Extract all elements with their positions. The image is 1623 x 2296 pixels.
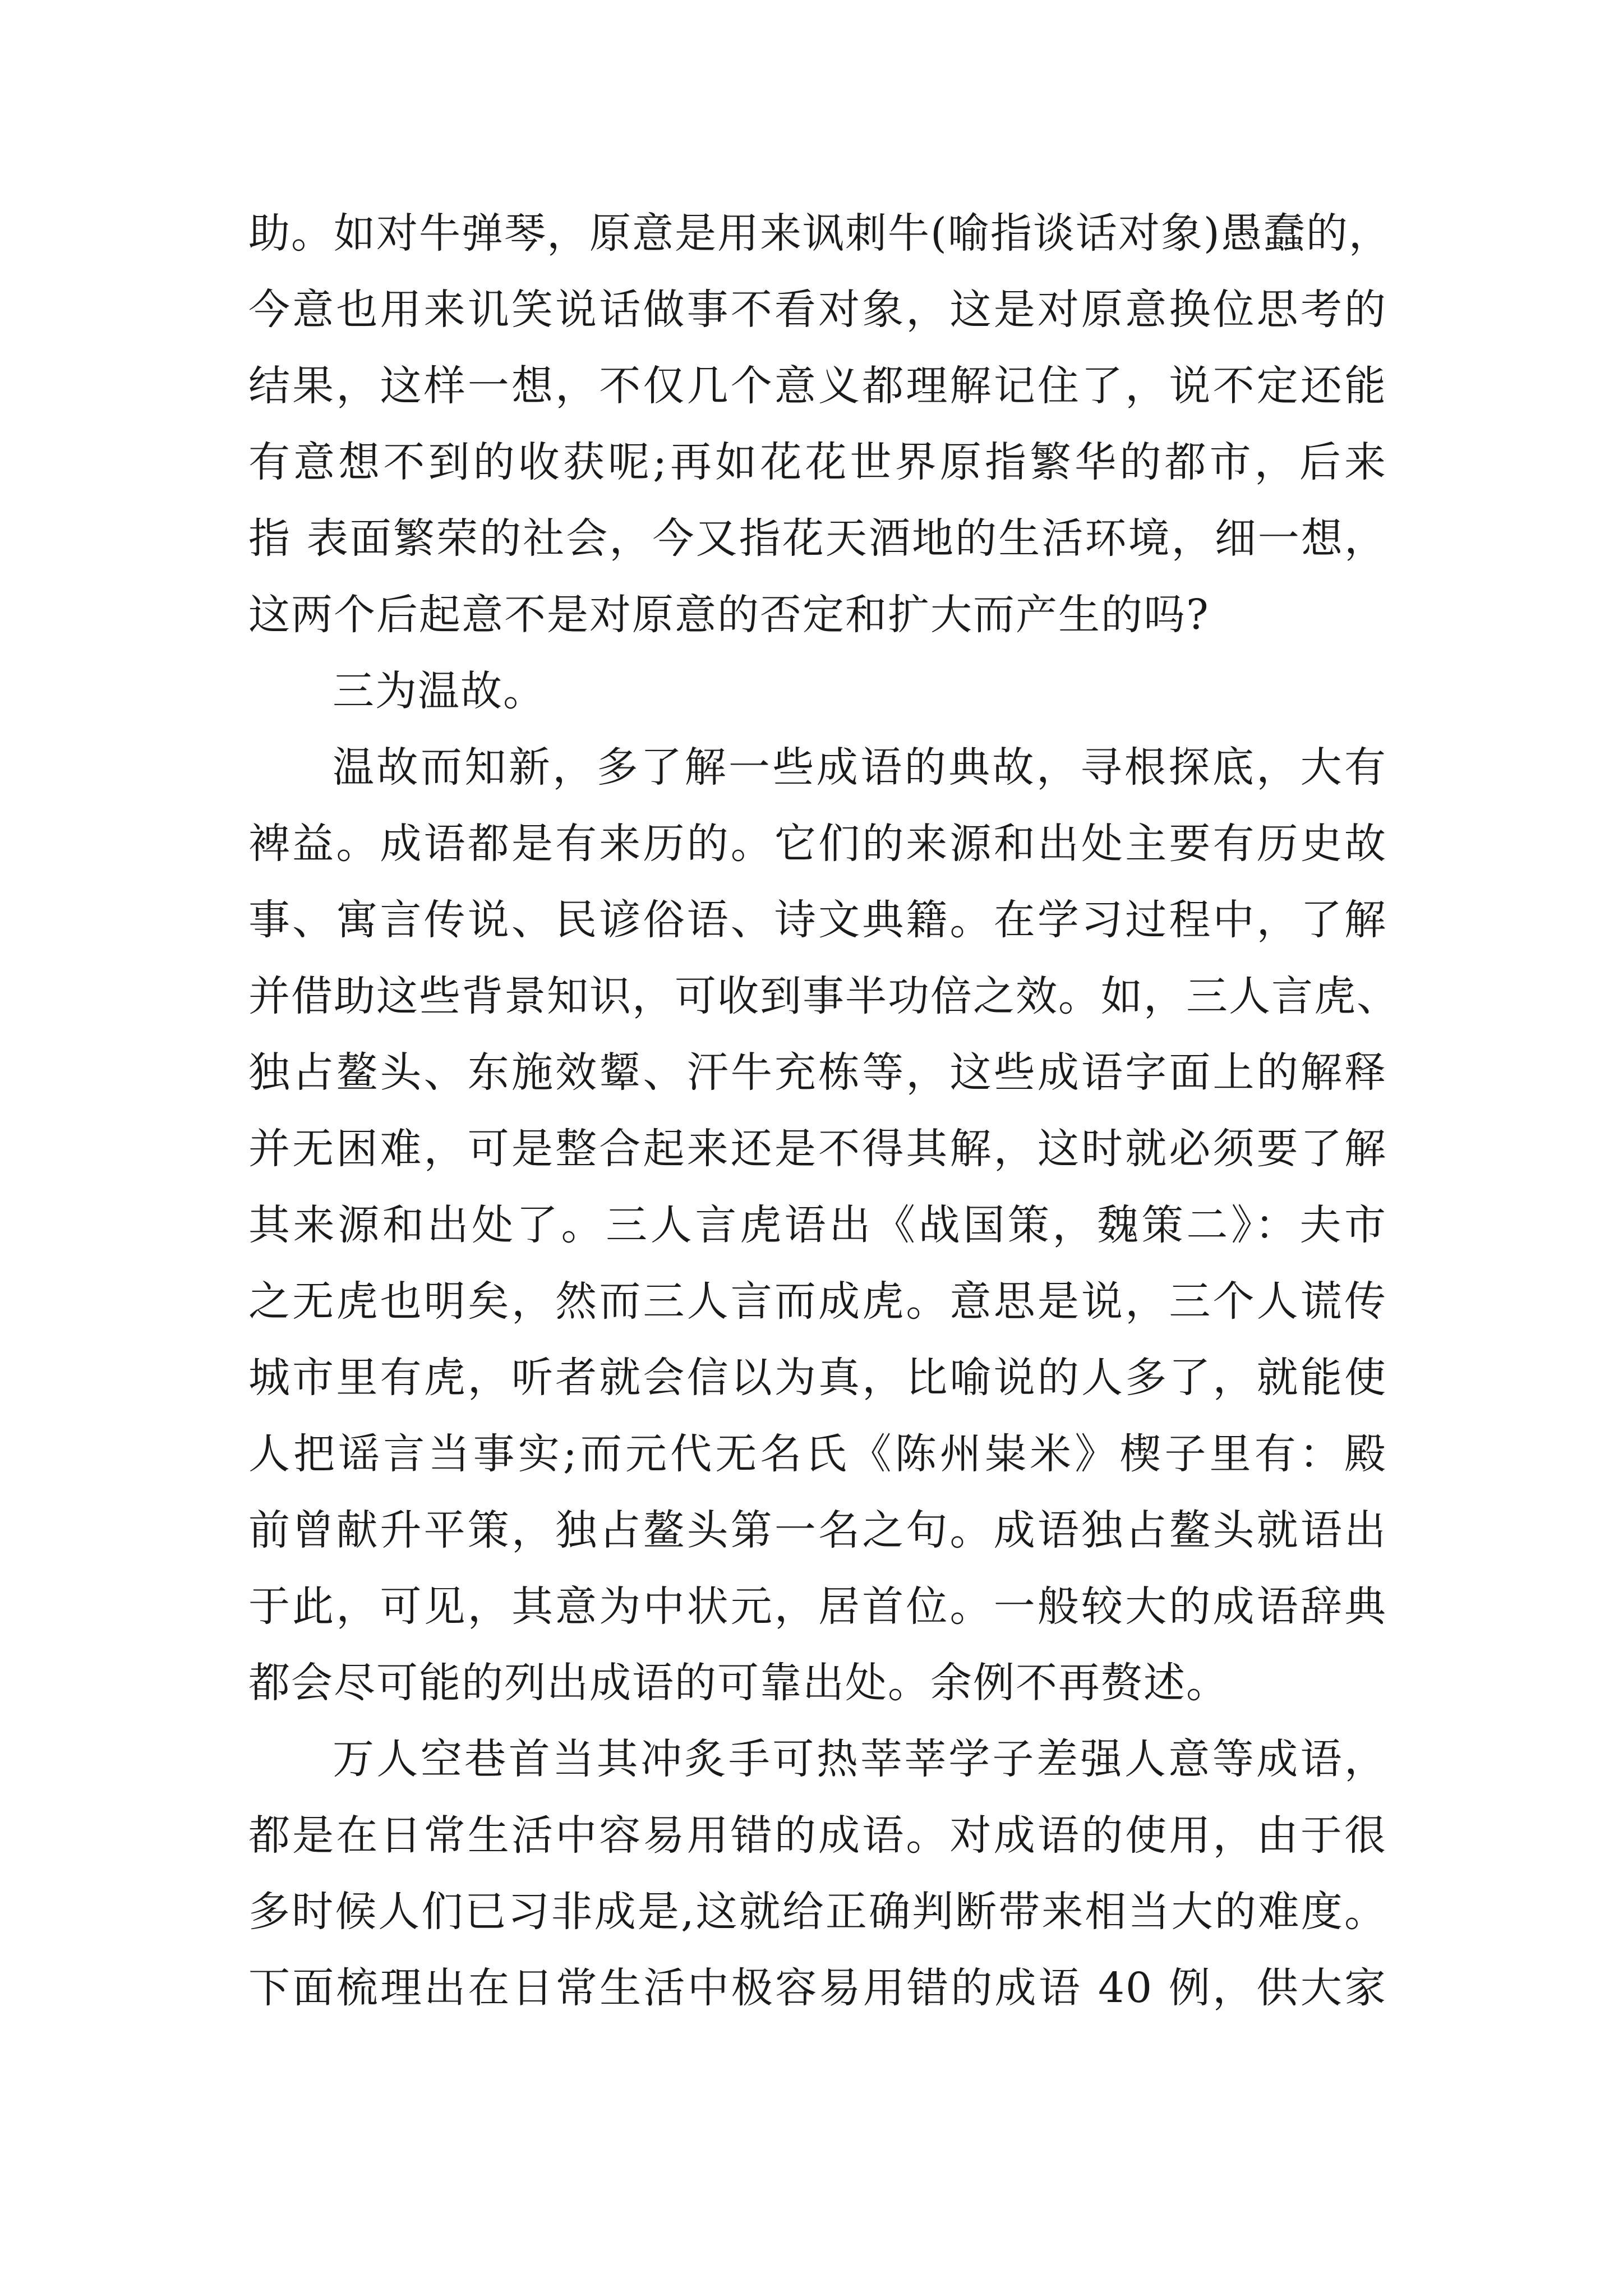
text-line: 多时候人们已习非成是,这就给正确判断带来相当大的难度。 [248, 1888, 1387, 1936]
text-line: 事、寓言传说、民谚俗语、诗文典籍。在学习过程中，了解 [248, 896, 1387, 944]
text-line: 于此，可见，其意为中状元，居首位。一般较大的成语辞典 [248, 1582, 1387, 1631]
text-line: 温故而知新，多了解一些成语的典故，寻根探底，大有 [333, 743, 1387, 792]
text-line: 都是在日常生活中容易用错的成语。对成语的使用，由于很 [248, 1811, 1387, 1860]
body-text [248, 195, 1399, 2026]
text-line: 今意也用来讥笑说话做事不看对象，这是对原意换位思考的 [248, 286, 1387, 334]
text-line: 并无困难，可是整合起来还是不得其解，这时就必须要了解 [248, 1125, 1387, 1173]
text-line: 之无虎也明矣，然而三人言而成虎。意思是说，三个人谎传 [248, 1277, 1387, 1326]
text-line: 这两个后起意不是对原意的否定和扩大而产生的吗? [248, 591, 1210, 639]
text-line: 都会尽可能的列出成语的可靠出处。余例不再赘述。 [248, 1659, 1229, 1707]
text-line: 裨益。成语都是有来历的。它们的来源和出处主要有历史故 [248, 820, 1387, 868]
text-line: 并借助这些背景知识，可收到事半功倍之效。如，三人言虎、 [248, 972, 1399, 1020]
text-line: 独占鳌头、东施效颦、汗牛充栋等，这些成语字面上的解释 [248, 1048, 1387, 1097]
text-line: 三为温故。 [333, 667, 546, 715]
text-line: 有意想不到的收获呢;再如花花世界原指繁华的都市，后来 [248, 438, 1387, 486]
text-line: 其来源和出处了。三人言虎语出《战国策，魏策二》：夫市 [248, 1201, 1387, 1249]
text-line: 下面梳理出在日常生活中极容易用错的成语 40 例，供大家 [248, 1964, 1387, 2012]
text-line: 万人空巷首当其冲炙手可热莘莘学子差强人意等成语， [333, 1735, 1387, 1783]
text-line: 指 表面繁荣的社会，今又指花天酒地的生活环境，细一想， [248, 514, 1387, 563]
text-line: 城市里有虎，听者就会信以为真，比喻说的人多了，就能使 [248, 1354, 1387, 1402]
text-line: 结果，这样一想，不仅几个意义都理解记住了，说不定还能 [248, 362, 1387, 410]
text-line: 助。如对牛弹琴，原意是用来讽刺牛(喻指谈话对象)愚蠢的， [248, 209, 1391, 257]
text-line: 人把谣言当事实;而元代无名氏《陈州粜米》楔子里有：殿 [248, 1430, 1387, 1478]
text-line: 前曾献升平策，独占鳌头第一名之句。成语独占鳌头就语出 [248, 1506, 1387, 1554]
